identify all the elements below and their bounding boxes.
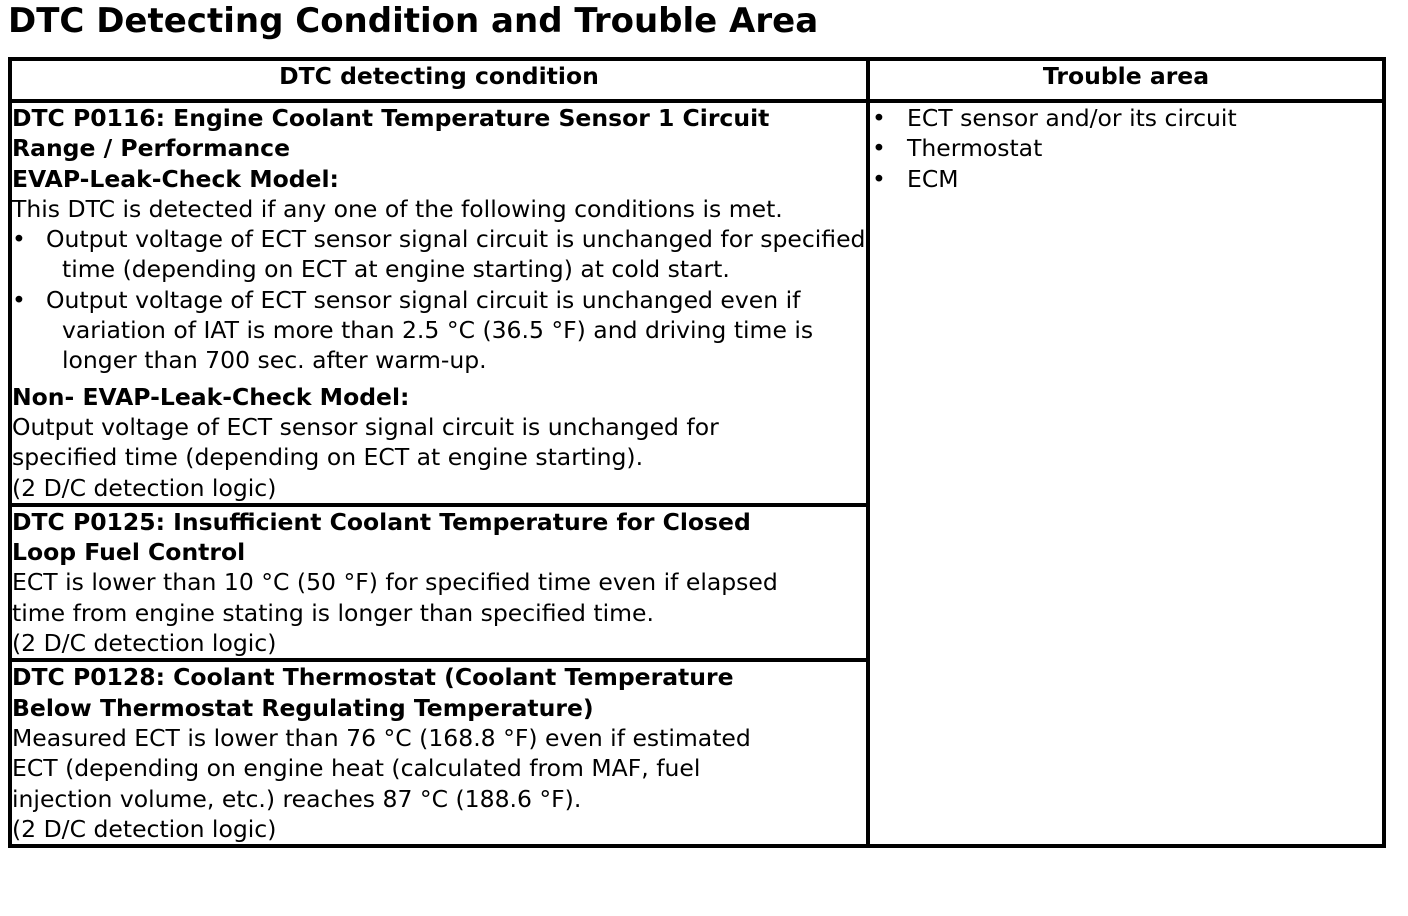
dtc-code-title: DTC P0125: Insufficient Coolant Temperature for Closed xyxy=(12,507,751,536)
evap-intro-text: This DTC is detected if any one of the following conditions is met. xyxy=(12,194,783,223)
condition-cell-p0116 xyxy=(10,101,868,505)
page-title: DTC Detecting Condition and Trouble Area xyxy=(8,1,819,41)
trouble-area-item: • ECM xyxy=(870,164,1382,194)
condition-cell-p0128 xyxy=(10,660,868,846)
evap-model-heading: EVAP-Leak-Check Model: xyxy=(12,164,339,193)
condition-bullet: • Output voltage of ECT sensor signal circuit is unchanged even if variation of IAT is more than 2.5 °C (36.5 °F) and driving time is longer than 700 sec. after warm-up. xyxy=(12,285,866,376)
dtc-code-title-cont: Loop Fuel Control xyxy=(12,538,246,567)
dtc-code-title: DTC P0116: Engine Coolant Temperature Sensor 1 Circuit xyxy=(12,104,770,132)
trouble-area-cell xyxy=(868,101,1384,846)
condition-text: Measured ECT is lower than 76 °C (168.8 °F) even if estimated xyxy=(12,723,751,752)
condition-text-cont: injection volume, etc.) reaches 87 °C (188.6 °F). xyxy=(12,784,582,813)
header-detecting-condition: DTC detecting condition xyxy=(10,59,868,101)
detection-logic: (2 D/C detection logic) xyxy=(12,814,277,843)
non-evap-text-cont: specified time (depending on ECT at engine starting). xyxy=(12,443,644,472)
dtc-code-title: DTC P0128: Coolant Thermostat (Coolant Temperature xyxy=(12,663,734,692)
non-evap-model-heading: Non- EVAP-Leak-Check Model: xyxy=(12,382,410,411)
condition-text-cont: ECT (depending on engine heat (calculated from MAF, fuel xyxy=(12,754,701,783)
condition-bullet: • Output voltage of ECT sensor signal circuit is unchanged for specified time (depending on ECT at engine starting) at cold start. xyxy=(12,224,866,285)
condition-text-cont: time from engine stating is longer than specified time. xyxy=(12,598,654,627)
table-header-row xyxy=(10,59,1384,101)
trouble-area-item: • ECT sensor and/or its circuit xyxy=(870,103,1382,133)
detection-logic: (2 D/C detection logic) xyxy=(12,629,277,658)
header-trouble-area: Trouble area xyxy=(868,59,1384,101)
detection-logic: (2 D/C detection logic) xyxy=(12,473,277,502)
non-evap-text: Output voltage of ECT sensor signal circuit is unchanged for xyxy=(12,412,719,441)
condition-cell-p0125 xyxy=(10,505,868,660)
dtc-table xyxy=(8,57,1386,848)
dtc-code-title-cont: Below Thermostat Regulating Temperature) xyxy=(12,693,594,722)
dtc-code-title-cont: Range / Performance xyxy=(12,134,291,163)
condition-text: ECT is lower than 10 °C (50 °F) for specified time even if elapsed xyxy=(12,568,778,597)
trouble-area-item: • Thermostat xyxy=(870,133,1382,163)
table-row xyxy=(10,101,1384,505)
